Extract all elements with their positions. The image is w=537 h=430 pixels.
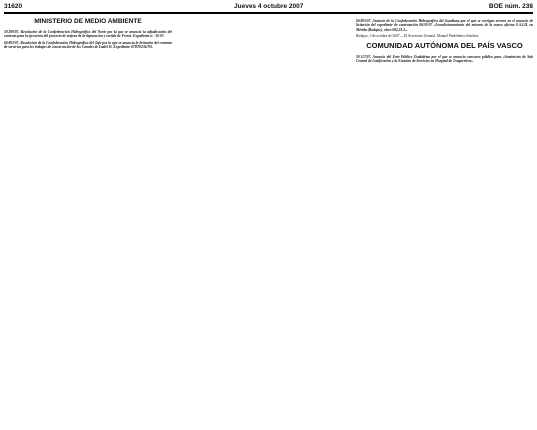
page-number: 31620 (4, 3, 23, 10)
section-heading-ministerio: MINISTERIO DE MEDIO AMBIENTE (34, 18, 142, 25)
bulletin-number: BOE núm. 238 (488, 3, 533, 10)
issue-date: Jueves 4 octubre 2007 (234, 3, 304, 10)
section-heading-comunidad: COMUNIDAD AUTÓNOMA DEL PAÍS VASCO (366, 41, 523, 51)
announcement-title: 59.289/07. Resolución de la Confederación Hidrográfica del Norte por la que se anuncia la adjudicación del contrato para la ejecución del proyecto de mejora de la depuración y vertido de Ferrol. Expediente n.º 16-07. (4, 29, 172, 38)
closing-signature: Badajoz, 3 de octubre de 2007.—El Secretario General, Manuel Piedehierro Sánchez. (356, 33, 480, 38)
column-1 (4, 16, 172, 426)
announcement-title: 60.802/07. Resolución de la Confederación Hidrográfica del Tajo por la que se anuncia la licitación del contrato de servicios para los trabajos de conservación de los Canales de Isabel II. Expediente 07DT0234/NS. (4, 41, 172, 50)
announcement-title: 59.117/07. Anuncio del Ente Público Osakidetza por el que se anuncia concurso público para «Suministro de Sub Central de Gasificación y la Estación de Servicios en Hospital de Txagorritxu». (356, 54, 533, 63)
column-2 (180, 16, 348, 426)
column-3 (356, 16, 533, 426)
announcement-title: 60.805/07. Anuncio de la Confederación Hidrográfica del Guadiana por el que se corrigen errores en el anuncio de licitación del expediente de contratación 06/30-07 «Acondicionamiento del entorno de la nueva oficina S.A.I.H. en Mérida (Badajoz), clave 002.23.2». (356, 19, 533, 32)
header-rule (4, 12, 533, 14)
